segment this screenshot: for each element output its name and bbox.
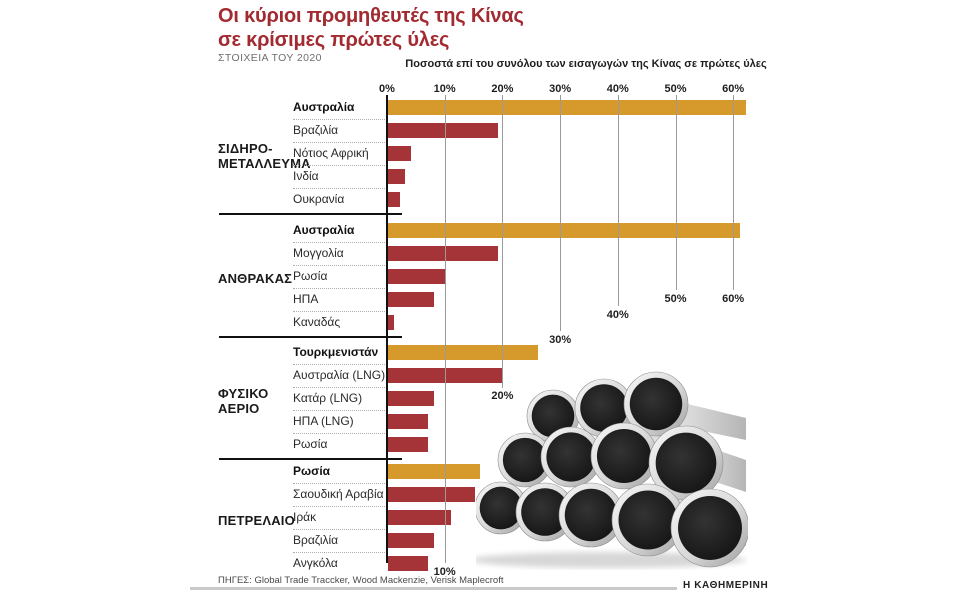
sources-note: ΠΗΓΕΣ: Global Trade Traccker, Wood Mackenzie, Verisk Maplecroft [218,575,504,586]
row-separator-dotted [293,364,387,365]
row-separator-dotted [293,433,387,434]
pipe-hole [565,489,617,541]
bar-row-label: Αυστραλία [293,100,355,114]
bar-row-label: Αυστραλία [293,222,355,237]
row-separator-dotted [293,552,387,553]
bar-row-label: Ινδία [293,169,319,183]
bar-row-label: Καναδάς [293,314,341,329]
bar-value [388,292,434,307]
pipe-hole [630,378,682,430]
pipe-hole [503,438,547,482]
x-axis-tick-label: 40% [606,83,629,95]
x-axis-tick-label-inline: 10% [433,566,456,578]
category-label [218,386,298,416]
gridline [618,95,619,306]
row-separator-dotted [293,288,387,289]
row-separator-dotted [293,483,387,484]
row-separator-dotted [293,506,387,507]
x-axis-tick-label-inline: 20% [491,390,514,402]
row-separator-dotted [293,387,387,388]
row-separator-dotted [293,165,387,166]
bar-row-label: ΗΠΑ [293,291,319,306]
row-separator-dotted [293,410,387,411]
bar-value [388,510,451,525]
page-title-line2: σε κρίσιμες πρώτες ύλες [218,29,450,51]
x-axis-tick-label: 20% [491,83,514,95]
category-label-line: ΜΕΤΑΛΛΕΥΜΑ [218,156,311,171]
bar-row-label: ΗΠΑ (LNG) [293,414,354,428]
bar-value [388,414,428,429]
bar-highlight [388,464,480,479]
pipe-hole [618,490,677,549]
bar-value [388,146,411,161]
bar-value [388,533,434,548]
bar-row-label: Σαουδική Αραβία [293,487,384,501]
pipe-hole [597,429,651,483]
x-axis-tick-label-inline: 40% [606,309,629,321]
bar-row-label: Ιράκ [293,510,317,524]
bar-value [388,123,498,138]
bar-highlight [388,100,746,115]
bar-row-label: Ρωσία [293,437,328,451]
row-separator-dotted [293,142,387,143]
category-label [218,271,298,286]
bar-row-label: Βραζιλία [293,123,339,137]
brand-logo: Η ΚΑΘΗΜΕΡΙΝΗ [683,580,769,591]
pipe-hole [546,432,595,481]
category-label [218,141,311,171]
bar-row-label: Ανγκόλα [293,556,338,570]
x-axis-tick-label: 30% [549,83,572,95]
gridline [445,95,446,563]
category-label-line: ΑΝΘΡΑΚΑΣ [218,271,293,286]
row-separator-dotted [293,119,387,120]
gridline [676,95,677,290]
data-year-kicker: ΣΤΟΙΧΕΙΑ ΤΟΥ 2020 [218,52,322,64]
brand-rule [190,587,677,590]
y-axis-line [386,95,388,563]
x-axis-tick-label-inline: 60% [722,293,745,305]
category-label-line: ΠΕΤΡΕΛΑΙΟ [218,512,295,528]
x-axis-tick-label: 0% [379,83,395,95]
category-label [218,513,298,528]
gridline [733,95,734,290]
row-separator-dotted [293,529,387,530]
group-separator [219,458,402,460]
row-separator-dotted [293,265,387,266]
bar-value [388,269,446,284]
bar-row-label: Βραζιλία [293,533,339,547]
bar-value [388,391,434,406]
gridline [560,95,561,331]
bar-row-label: Νότιος Αφρική [293,146,369,160]
bar-value [388,487,475,502]
axis-title: Ποσοστά επί του συνόλου των εισαγωγών της Κίνας σε πρώτες ύλες [405,58,767,70]
row-separator-dotted [293,311,387,312]
x-axis-tick-label: 60% [722,83,745,95]
page-title-line1: Οι κύριοι προμηθευτές της Κίνας [218,5,524,27]
bar-value [388,192,400,207]
bar-row-label: Αυστραλία (LNG) [293,368,386,382]
bar-row-label: Ρωσία [293,464,331,478]
category-label-line: ΑΕΡΙΟ [218,401,260,416]
row-separator-dotted [293,188,387,189]
bar-row-label: Ρωσία [293,268,328,283]
category-label-line: ΣΙΔΗΡΟ- [218,141,273,156]
gridline [502,95,503,388]
bar-value [388,315,394,330]
category-label-line: ΦΥΣΙΚΟ [218,386,269,401]
bar-row-label: Ουκρανία [293,192,345,206]
x-axis-tick-label-inline: 50% [664,293,687,305]
row-separator-dotted [293,242,387,243]
group-separator [219,213,402,215]
bar-highlight [388,345,538,360]
bar-value [388,437,428,452]
group-separator [219,336,402,338]
pipe-hole [678,496,742,560]
x-axis-tick-label: 10% [433,83,456,95]
bar-highlight [388,223,740,238]
x-axis-tick-label-inline: 30% [549,334,572,346]
pipe-hole [480,487,523,530]
bar-row-label: Μογγολία [293,245,344,260]
pipe-hole [656,433,717,494]
bar-value [388,169,405,184]
bar-row-label: Τουρκμενιστάν [293,345,379,359]
bar-value [388,246,498,261]
bar-row-label: Κατάρ (LNG) [293,391,363,405]
x-axis-tick-label: 50% [664,83,687,95]
